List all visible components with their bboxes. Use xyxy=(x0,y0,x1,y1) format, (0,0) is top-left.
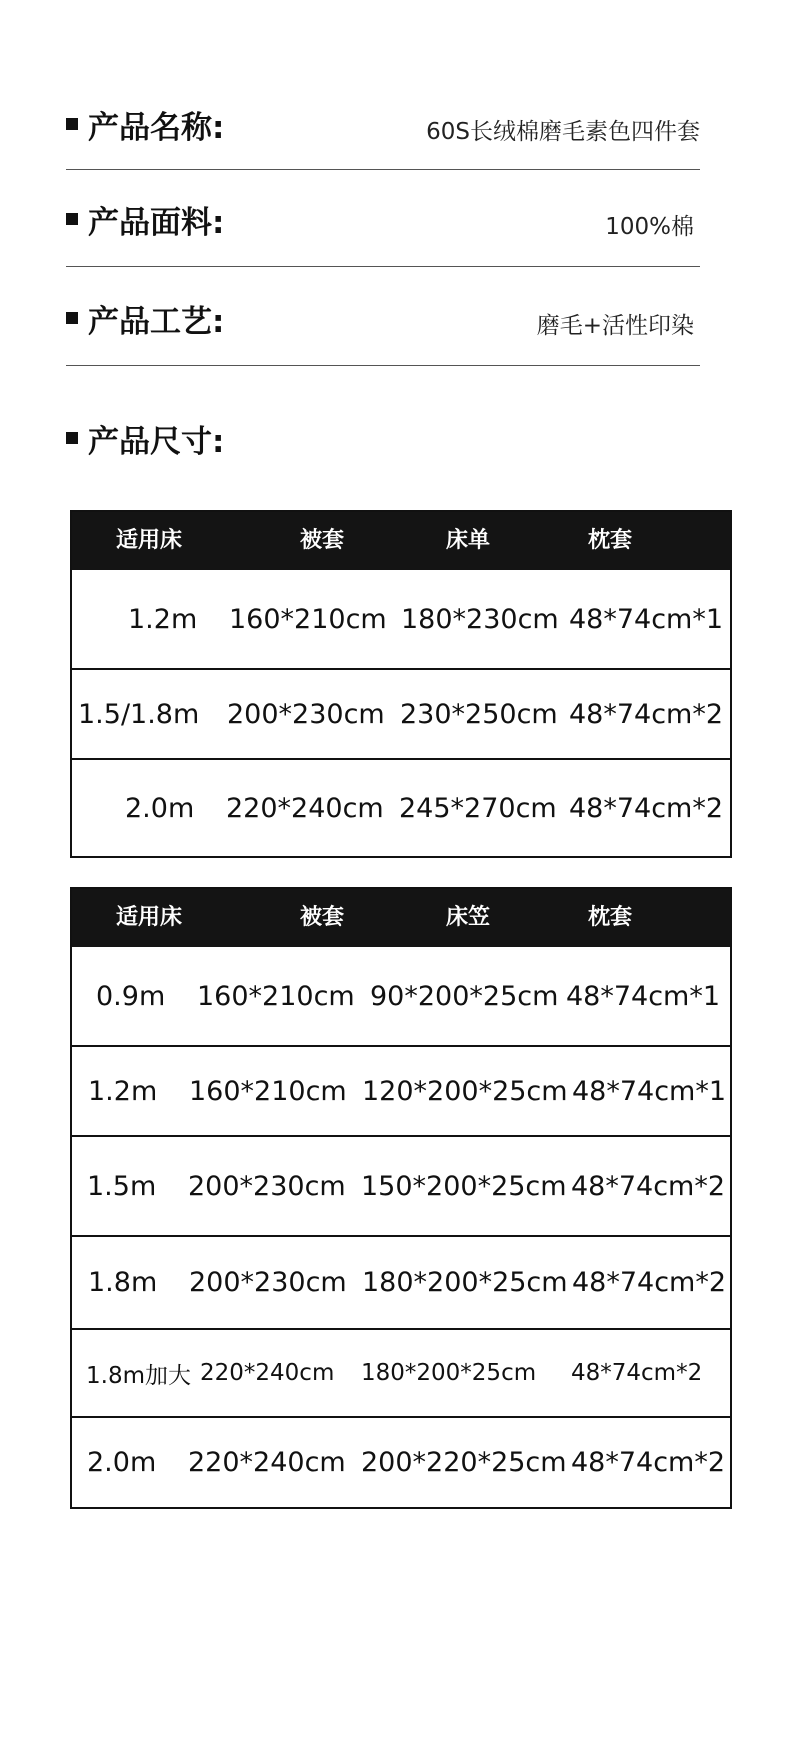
header-cell: 枕套 xyxy=(588,905,633,930)
table-cell: 48*74cm*2 xyxy=(571,1170,726,1202)
table-cell: 1.8m加大 xyxy=(86,1362,191,1389)
attr-label-text: 产品工艺: xyxy=(88,304,225,340)
table-cell: 200*230cm xyxy=(227,698,385,730)
bullet-square-icon xyxy=(66,312,78,324)
divider xyxy=(66,169,700,170)
table-cell: 245*270cm xyxy=(399,792,557,824)
bullet-square-icon xyxy=(66,213,78,225)
table-cell: 2.0m xyxy=(87,1447,157,1478)
table-cell: 200*230cm xyxy=(188,1170,346,1202)
attr-value: 磨毛+活性印染 xyxy=(536,313,694,339)
table-cell: 120*200*25cm xyxy=(362,1075,568,1107)
header-cell: 枕套 xyxy=(588,528,633,553)
table-cell: 48*74cm*2 xyxy=(569,792,724,824)
table-cell: 48*74cm*2 xyxy=(572,1267,727,1298)
table-cell: 48*74cm*2 xyxy=(571,1360,703,1386)
table-cell: 150*200*25cm xyxy=(361,1170,567,1202)
header-cell: 适用床 xyxy=(116,528,183,553)
table-cell: 160*210cm xyxy=(229,603,387,635)
attr-label xyxy=(66,422,224,462)
table-cell: 160*210cm xyxy=(189,1075,347,1107)
divider xyxy=(66,266,700,267)
table-row xyxy=(72,570,730,668)
table-cell: 220*240cm xyxy=(188,1447,346,1478)
attr-label-text: 产品名称: xyxy=(88,110,225,146)
header-cell: 适用床 xyxy=(116,905,183,930)
table-cell: 1.5/1.8m xyxy=(78,698,200,730)
header-cell: 被套 xyxy=(300,528,345,553)
table-cell: 48*74cm*1 xyxy=(569,603,724,635)
table-row xyxy=(72,1235,730,1328)
size-table-sheet xyxy=(70,510,732,858)
table-cell: 180*200*25cm xyxy=(362,1267,568,1298)
table-cell: 0.9m xyxy=(96,980,166,1012)
table-header xyxy=(72,889,730,947)
size-heading-text: 产品尺寸: xyxy=(88,424,225,460)
table-cell: 2.0m xyxy=(125,792,195,824)
table-cell: 220*240cm xyxy=(200,1360,335,1386)
attr-label-text: 产品面料: xyxy=(88,205,225,241)
table-row xyxy=(72,668,730,758)
table-cell: 1.2m xyxy=(128,603,198,635)
bullet-square-icon xyxy=(66,118,78,130)
attr-value: 60S长绒棉磨毛素色四件套 xyxy=(426,119,700,145)
table-cell: 1.5m xyxy=(87,1170,157,1202)
table-header xyxy=(72,512,730,570)
divider xyxy=(66,365,700,366)
header-cell: 被套 xyxy=(300,905,345,930)
table-cell: 1.8m xyxy=(88,1267,158,1298)
size-table-fitted xyxy=(70,887,732,1509)
table-cell: 48*74cm*2 xyxy=(569,698,724,730)
table-row xyxy=(72,1045,730,1135)
attr-label xyxy=(66,108,224,148)
table-cell: 48*74cm*1 xyxy=(572,1075,727,1107)
header-cell: 床单 xyxy=(446,528,491,553)
attr-label xyxy=(66,302,224,342)
table-cell: 230*250cm xyxy=(400,698,558,730)
table-row xyxy=(72,1328,730,1416)
header-cell: 床笠 xyxy=(446,905,491,930)
table-cell: 180*200*25cm xyxy=(361,1360,537,1386)
table-cell: 90*200*25cm xyxy=(370,980,559,1012)
attr-label xyxy=(66,203,224,243)
table-row xyxy=(72,947,730,1045)
table-row xyxy=(72,1416,730,1507)
table-row xyxy=(72,758,730,856)
table-cell: 48*74cm*2 xyxy=(571,1447,726,1478)
table-cell: 1.2m xyxy=(88,1075,158,1107)
table-row xyxy=(72,1135,730,1235)
table-cell: 200*230cm xyxy=(189,1267,347,1298)
attr-value: 100%棉 xyxy=(605,214,694,240)
table-cell: 160*210cm xyxy=(197,980,355,1012)
bullet-square-icon xyxy=(66,432,78,444)
table-cell: 200*220*25cm xyxy=(361,1447,567,1478)
table-cell: 48*74cm*1 xyxy=(566,980,721,1012)
table-cell: 180*230cm xyxy=(401,603,559,635)
table-cell: 220*240cm xyxy=(226,792,384,824)
